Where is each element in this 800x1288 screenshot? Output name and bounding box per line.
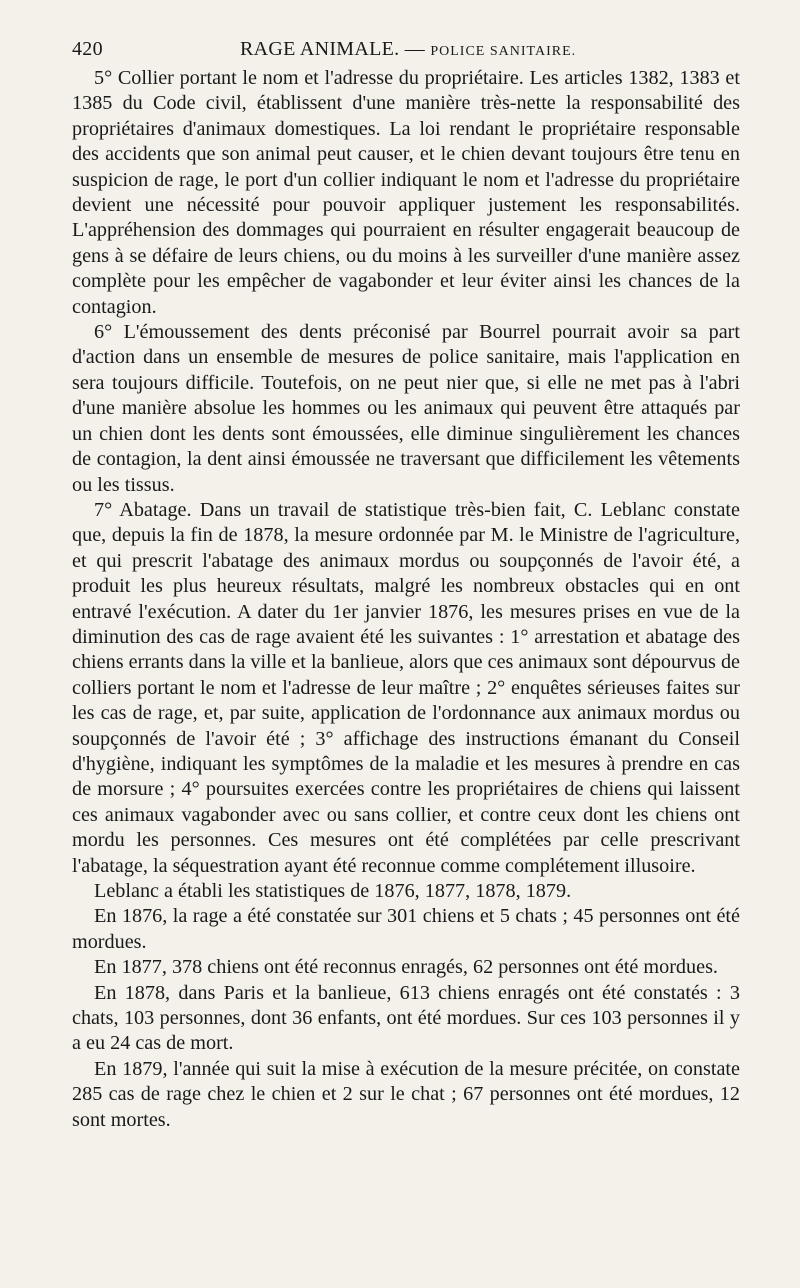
page-number: 420: [72, 38, 103, 60]
running-title-main: RAGE ANIMALE.: [240, 38, 400, 60]
paragraph-1877: En 1877, 378 chiens ont été reconnus enragés, 62 personnes ont été mordues.: [94, 956, 718, 979]
paragraph-1879: En 1879, l'année qui suit la mise à exécution de la mesure précitée, on constate 285 cas de rage chez le chien et 2 sur le chat ; 67 personnes ont été mordues, 12 sont mortes.: [72, 1057, 740, 1131]
paragraph-collar: 5° Collier portant le nom et l'adresse du propriétaire. Les articles 1382, 1383 et 1385 du Code civil, établissent d'une manière très-nette la responsabilité des propriétaires d'animaux domestiques. La loi rendant le propriétaire responsable des accidents que son animal peut causer, et le chien devant toujours être tenu en suspicion de rage, le port d'un collier indiquant le nom et l'adresse du propriétaire devient une nécessité pour pouvoir appliquer justement les responsabilités. L'appréhension des dommages qui pourraient en résulter engagerait beaucoup de gens à se défaire de leurs chiens, ou du moins à les surveiller d'une manière assez complète pour les empêcher de vagabonder et leur éviter ainsi les chances de la contagion.: [72, 67, 740, 318]
running-title-sub: POLICE SANITAIRE.: [430, 44, 577, 59]
paragraph-statistics-intro: Leblanc a établi les statistiques de 1876, 1877, 1878, 1879.: [94, 880, 572, 902]
running-title: [240, 38, 576, 61]
body-text: [72, 66, 740, 1133]
paragraph-1876: En 1876, la rage a été constatée sur 301 chiens et 5 chats ; 45 personnes ont été mordues.: [72, 905, 740, 953]
paragraph-1878: En 1878, dans Paris et la banlieue, 613 chiens enragés ont été constatés : 3 chats, 103 personnes, dont 36 enfants, ont été mordues. Sur ces 103 personnes il y a eu 24 cas de mort.: [72, 981, 740, 1055]
paragraph-teeth-blunting: 6° L'émoussement des dents préconisé par Bourrel pourrait avoir sa part d'action dans un ensemble de mesures de police sanitaire, mais l'application en sera toujours difficile. Toutefois, on ne peut nier que, si elle ne met pas à l'abri d'une manière absolue les hommes ou les animaux qui peuvent être attaqués par un chien dont les dents sont émoussées, elle diminue singulièrement les chances de contagion, la dent ainsi émoussée ne traversant que difficilement les vêtements ou les tissus.: [72, 321, 740, 496]
running-header: [72, 38, 740, 66]
paragraph-slaughter: 7° Abatage. Dans un travail de statistique très-bien fait, C. Leblanc constate que, depuis la fin de 1878, la mesure ordonnée par M. le Ministre de l'agriculture, et qui prescrit l'abatage des animaux mordus ou soupçonnés de l'avoir été, a produit les plus heureux résultats, malgré les nombreux obstacles qui en ont entravé l'exécution. A dater du 1er janvier 1876, les mesures prises en vue de la diminution des cas de rage avaient été les suivantes : 1° arrestation et abatage des chiens errants dans la ville et la banlieue, alors que ces animaux sont dépourvus de colliers portant le nom et l'adresse de leur maître ; 2° enquêtes sérieuses faites sur les cas de rage, et, par suite, application de l'ordonnance aux animaux mordus ou soupçonnés de l'avoir été ; 3° affichage des instructions émanant du Conseil d'hygiène, indiquant les symptômes de la maladie et les mesures à prendre en cas de morsure ; 4° poursuites exercées contre les propriétaires de chiens qui laissent ces animaux vagabonder avec ou sans collier, et contre ceux dont les chiens ont mordu les personnes. Ces mesures ont été complétées par celle prescrivant l'abatage, la séquestration ayant été reconnue comme complétement illusoire.: [72, 498, 740, 877]
running-title-dash: —: [399, 38, 431, 60]
